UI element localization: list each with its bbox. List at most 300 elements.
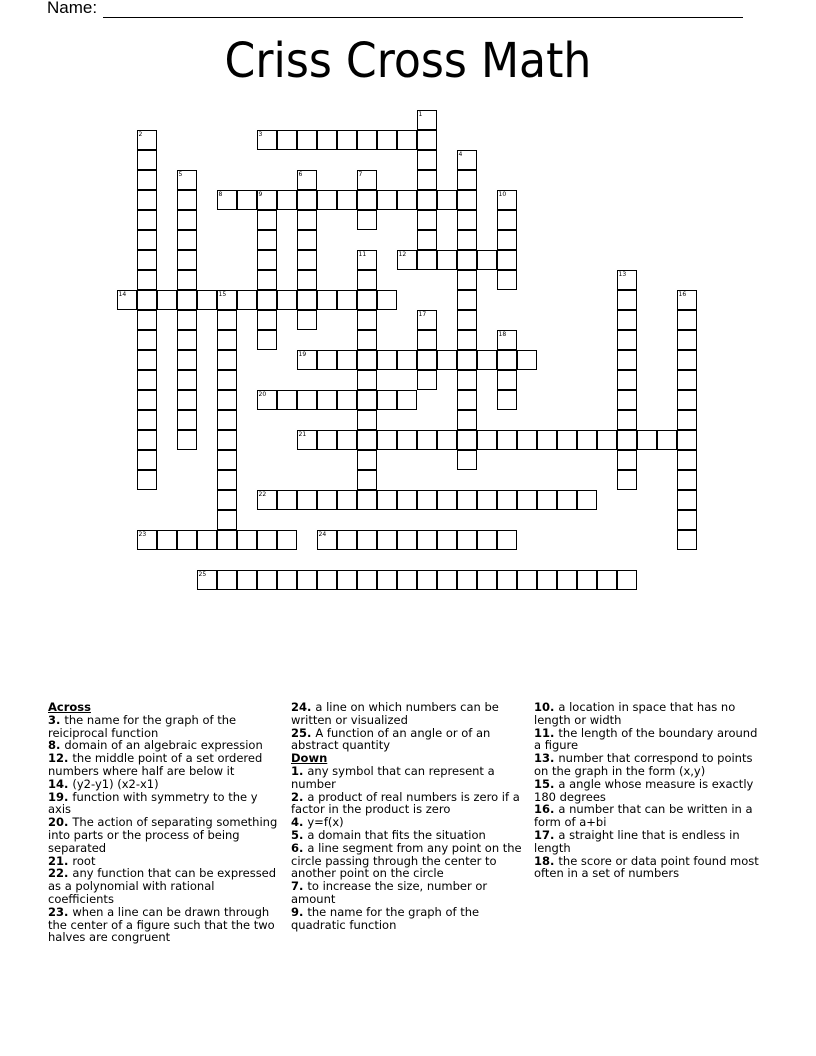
grid-cell[interactable] [457,330,477,350]
grid-cell[interactable] [277,570,297,590]
grid-cell[interactable] [357,410,377,430]
grid-cell[interactable] [677,310,697,330]
grid-cell[interactable] [617,310,637,330]
grid-cell[interactable] [217,430,237,450]
clue-number: 24. [291,700,316,714]
grid-cell[interactable] [377,350,397,370]
clue-number: 5. [291,827,308,842]
grid-cell[interactable] [677,430,697,450]
grid-cell[interactable] [677,350,697,370]
grid-cell[interactable] [177,270,197,290]
grid-cell[interactable] [477,490,497,510]
grid-cell[interactable] [617,470,637,490]
grid-cell[interactable] [137,250,157,270]
grid-cell[interactable] [257,270,277,290]
clue-number: 10. [534,700,559,714]
grid-cell[interactable] [357,130,377,150]
clue-text: A function of an angle or of an abstract quantity [291,725,491,753]
grid-cell[interactable] [317,430,337,450]
grid-cell[interactable] [677,330,697,350]
grid-cell[interactable] [217,450,237,470]
grid-cell[interactable] [477,350,497,370]
grid-cell[interactable] [157,290,177,310]
grid-cell[interactable] [217,510,237,530]
grid-cell[interactable] [357,430,377,450]
grid-cell[interactable] [417,530,437,550]
clue-number: 14 [118,290,127,298]
grid-cell[interactable] [217,350,237,370]
grid-cell[interactable] [317,490,337,510]
grid-cell[interactable] [457,170,477,190]
grid-cell[interactable] [457,390,477,410]
grid-cell[interactable] [577,570,597,590]
grid-cell[interactable] [217,310,237,330]
grid-cell[interactable] [277,530,297,550]
grid-cell[interactable] [317,130,337,150]
grid-cell[interactable] [497,350,517,370]
grid-cell[interactable] [497,390,517,410]
grid-cell[interactable] [417,150,437,170]
grid-cell[interactable] [257,190,277,210]
grid-cell[interactable] [217,290,237,310]
grid-cell[interactable] [177,210,197,230]
grid-cell[interactable] [417,370,437,390]
grid-cell[interactable] [397,250,417,270]
grid-cell[interactable] [377,130,397,150]
grid-cell[interactable] [497,490,517,510]
grid-cell[interactable] [217,390,237,410]
clue-text: the middle point of a set ordered numbers where half are below it [48,751,263,778]
grid-cell[interactable] [217,370,237,390]
grid-cell[interactable] [397,430,417,450]
grid-cell[interactable] [337,190,357,210]
grid-cell[interactable] [257,570,277,590]
grid-cell[interactable] [137,170,157,190]
grid-cell[interactable] [417,250,437,270]
grid-cell[interactable] [497,210,517,230]
grid-cell[interactable] [457,250,477,270]
clue-text: a angle whose measure is exactly 180 degrees [534,776,754,804]
clue-number: 21 [298,430,307,438]
clue-text: a number that can be written in a form of a+bi [534,802,753,830]
grid-cell[interactable] [517,350,537,370]
grid-cell[interactable] [617,390,637,410]
grid-cell[interactable] [457,310,477,330]
grid-cell[interactable] [317,390,337,410]
grid-cell[interactable] [137,150,157,170]
grid-cell[interactable] [257,390,277,410]
grid-cell[interactable] [357,170,377,190]
grid-cell[interactable] [417,430,437,450]
grid-cell[interactable] [177,390,197,410]
grid-cell[interactable] [437,350,457,370]
grid-cell[interactable] [297,570,317,590]
clue-number: 7. [291,879,308,894]
grid-cell[interactable] [177,430,197,450]
grid-cell[interactable] [137,410,157,430]
grid-cell[interactable] [137,370,157,390]
grid-cell[interactable] [437,570,457,590]
grid-cell[interactable] [477,530,497,550]
grid-cell[interactable] [197,530,217,550]
clue-number: 13 [618,270,627,278]
clue-number: 8. [48,738,65,753]
grid-cell[interactable] [337,130,357,150]
grid-cell[interactable] [297,130,317,150]
grid-cell[interactable] [417,570,437,590]
grid-cell[interactable] [457,370,477,390]
grid-cell[interactable] [217,330,237,350]
grid-cell[interactable] [457,410,477,430]
grid-cell[interactable] [357,330,377,350]
grid-cell[interactable] [357,270,377,290]
grid-cell[interactable] [577,430,597,450]
grid-cell[interactable] [417,310,437,330]
grid-cell[interactable] [537,430,557,450]
grid-cell[interactable] [397,350,417,370]
grid-cell[interactable] [597,430,617,450]
grid-cell[interactable] [177,530,197,550]
grid-cell[interactable] [177,190,197,210]
grid-cell[interactable] [297,350,317,370]
grid-cell[interactable] [217,490,237,510]
grid-cell[interactable] [137,130,157,150]
grid-cell[interactable] [357,370,377,390]
grid-cell[interactable] [617,410,637,430]
grid-cell[interactable] [377,290,397,310]
grid-cell[interactable] [137,390,157,410]
grid-cell[interactable] [397,570,417,590]
grid-cell[interactable] [217,530,237,550]
clue-number: 10 [498,190,507,198]
grid-cell[interactable] [477,430,497,450]
grid-cell[interactable] [457,150,477,170]
clue-number: 3 [258,130,263,138]
grid-cell[interactable] [297,430,317,450]
grid-cell[interactable] [517,430,537,450]
grid-cell[interactable] [357,250,377,270]
grid-cell[interactable] [377,430,397,450]
grid-cell[interactable] [177,250,197,270]
grid-cell[interactable] [177,370,197,390]
grid-cell[interactable] [437,490,457,510]
grid-cell[interactable] [337,530,357,550]
grid-cell[interactable] [277,490,297,510]
grid-cell[interactable] [257,530,277,550]
grid-cell[interactable] [177,350,197,370]
grid-cell[interactable] [557,490,577,510]
grid-cell[interactable] [317,190,337,210]
grid-cell[interactable] [537,490,557,510]
grid-cell[interactable] [677,290,697,310]
grid-cell[interactable] [397,390,417,410]
grid-cell[interactable] [457,490,477,510]
grid-cell[interactable] [137,330,157,350]
grid-cell[interactable] [177,290,197,310]
grid-cell[interactable] [257,230,277,250]
grid-cell[interactable] [677,390,697,410]
grid-cell[interactable] [457,290,477,310]
clue-number: 9 [258,190,263,198]
across-clue [291,701,523,727]
grid-cell[interactable] [417,330,437,350]
clue-number: 16. [534,802,559,817]
grid-cell[interactable] [237,290,257,310]
grid-cell[interactable] [677,490,697,510]
grid-cell[interactable] [417,230,437,250]
grid-cell[interactable] [477,250,497,270]
grid-cell[interactable] [297,310,317,330]
grid-cell[interactable] [317,290,337,310]
grid-cell[interactable] [497,230,517,250]
grid-cell[interactable] [517,490,537,510]
grid-cell[interactable] [457,430,477,450]
grid-cell[interactable] [677,370,697,390]
grid-cell[interactable] [277,390,297,410]
grid-cell[interactable] [297,170,317,190]
grid-cell[interactable] [237,190,257,210]
grid-cell[interactable] [357,290,377,310]
grid-cell[interactable] [497,330,517,350]
grid-cell[interactable] [457,450,477,470]
grid-cell[interactable] [417,110,437,130]
grid-cell[interactable] [357,530,377,550]
grid-cell[interactable] [417,350,437,370]
grid-cell[interactable] [297,190,317,210]
clue-number: 19. [48,789,73,804]
grid-cell[interactable] [257,310,277,330]
grid-cell[interactable] [357,210,377,230]
grid-cell[interactable] [357,350,377,370]
grid-cell[interactable] [297,290,317,310]
grid-cell[interactable] [257,490,277,510]
grid-cell[interactable] [177,310,197,330]
grid-cell[interactable] [617,290,637,310]
grid-cell[interactable] [417,210,437,230]
grid-cell[interactable] [197,570,217,590]
grid-cell[interactable] [237,570,257,590]
grid-cell[interactable] [217,190,237,210]
grid-cell[interactable] [397,530,417,550]
grid-cell[interactable] [177,410,197,430]
clue-number: 22 [258,490,267,498]
clue-number: 6. [291,840,308,855]
grid-cell[interactable] [257,250,277,270]
grid-cell[interactable] [677,410,697,430]
grid-cell[interactable] [377,570,397,590]
grid-cell[interactable] [677,510,697,530]
across-clue [48,714,280,740]
grid-cell[interactable] [257,290,277,310]
grid-cell[interactable] [497,270,517,290]
clue-text: a product of real numbers is zero if a factor in the product is zero [291,789,520,817]
grid-cell[interactable] [297,250,317,270]
grid-cell[interactable] [617,330,637,350]
grid-cell[interactable] [337,290,357,310]
grid-cell[interactable] [637,430,657,450]
grid-cell[interactable] [277,290,297,310]
grid-cell[interactable] [317,350,337,370]
grid-cell[interactable] [357,570,377,590]
grid-cell[interactable] [337,430,357,450]
down-clue [291,791,523,817]
grid-cell[interactable] [317,570,337,590]
grid-cell[interactable] [337,570,357,590]
grid-cell[interactable] [177,230,197,250]
clue-text: to increase the size, number or amount [291,879,488,906]
clue-number: 2 [138,130,143,138]
grid-cell[interactable] [457,530,477,550]
grid-cell[interactable] [137,310,157,330]
clue-text: a line segment from any point on the circle passing through the center to another point on the circle [291,840,522,881]
clue-text: root [72,853,96,868]
grid-cell[interactable] [137,430,157,450]
grid-cell[interactable] [357,390,377,410]
grid-cell[interactable] [417,170,437,190]
grid-cell[interactable] [357,490,377,510]
grid-cell[interactable] [377,390,397,410]
grid-cell[interactable] [477,570,497,590]
grid-cell[interactable] [517,570,537,590]
grid-cell[interactable] [137,230,157,250]
clue-number: 3. [48,712,65,727]
grid-cell[interactable] [137,190,157,210]
grid-cell[interactable] [497,530,517,550]
grid-cell[interactable] [417,190,437,210]
grid-cell[interactable] [397,190,417,210]
grid-cell[interactable] [557,570,577,590]
grid-cell[interactable] [677,470,697,490]
grid-cell[interactable] [177,330,197,350]
grid-cell[interactable] [137,290,157,310]
grid-cell[interactable] [277,190,297,210]
clue-text: the name for the graph of the quadratic function [291,904,480,932]
page-title: Criss Cross Math [224,33,592,89]
grid-cell[interactable] [417,130,437,150]
grid-cell[interactable] [337,390,357,410]
grid-cell[interactable] [277,130,297,150]
grid-cell[interactable] [297,210,317,230]
grid-cell[interactable] [617,570,637,590]
grid-cell[interactable] [457,350,477,370]
clue-number: 12 [398,250,407,258]
grid-cell[interactable] [457,190,477,210]
grid-cell[interactable] [297,390,317,410]
across-clue [48,867,280,905]
grid-cell[interactable] [457,270,477,290]
grid-cell[interactable] [537,570,557,590]
grid-cell[interactable] [137,530,157,550]
clue-number: 25 [198,570,207,578]
grid-cell[interactable] [337,350,357,370]
grid-cell[interactable] [357,310,377,330]
grid-cell[interactable] [297,230,317,250]
grid-cell[interactable] [297,270,317,290]
grid-cell[interactable] [217,410,237,430]
clue-number: 20 [258,390,267,398]
grid-cell[interactable] [317,530,337,550]
grid-cell[interactable] [337,490,357,510]
grid-cell[interactable] [597,570,617,590]
across-heading: Across [48,700,91,714]
grid-cell[interactable] [137,470,157,490]
clue-text: The action of separating something into parts or the process of being separated [48,815,278,855]
clue-text: a location in space that has no length or width [534,700,736,727]
clue-number: 15. [534,776,559,791]
grid-cell[interactable] [417,490,437,510]
grid-cell[interactable] [137,210,157,230]
grid-cell[interactable] [457,570,477,590]
grid-cell[interactable] [117,290,137,310]
grid-cell[interactable] [677,530,697,550]
grid-cell[interactable] [377,530,397,550]
grid-cell[interactable] [677,450,697,470]
grid-cell[interactable] [617,350,637,370]
grid-cell[interactable] [617,270,637,290]
grid-cell[interactable] [437,250,457,270]
grid-cell[interactable] [497,190,517,210]
grid-cell[interactable] [137,350,157,370]
down-clue [534,803,766,829]
clue-number: 23 [138,530,147,538]
grid-cell[interactable] [217,570,237,590]
grid-cell[interactable] [617,370,637,390]
grid-cell[interactable] [437,430,457,450]
grid-cell[interactable] [457,210,477,230]
grid-cell[interactable] [357,470,377,490]
grid-cell[interactable] [137,450,157,470]
across-clue [48,816,280,854]
grid-cell[interactable] [497,430,517,450]
grid-cell[interactable] [257,330,277,350]
grid-cell[interactable] [577,490,597,510]
grid-cell[interactable] [237,530,257,550]
clues-column-1 [48,701,280,944]
grid-cell[interactable] [157,530,177,550]
grid-cell[interactable] [617,430,637,450]
grid-cell[interactable] [437,530,457,550]
grid-cell[interactable] [177,170,197,190]
grid-cell[interactable] [357,190,377,210]
grid-cell[interactable] [457,230,477,250]
down-clue [291,880,523,906]
grid-cell[interactable] [377,190,397,210]
clue-number: 24 [318,530,327,538]
clue-number: 16 [678,290,687,298]
grid-cell[interactable] [377,490,397,510]
grid-cell[interactable] [557,430,577,450]
grid-cell[interactable] [657,430,677,450]
grid-cell[interactable] [217,470,237,490]
grid-cell[interactable] [497,570,517,590]
grid-cell[interactable] [137,270,157,290]
grid-cell[interactable] [437,190,457,210]
grid-cell[interactable] [497,370,517,390]
clue-number: 18 [498,330,507,338]
clue-number: 21. [48,853,73,868]
across-clue [48,791,280,817]
grid-cell[interactable] [617,450,637,470]
grid-cell[interactable] [497,250,517,270]
clue-number: 17. [534,827,559,842]
grid-cell[interactable] [257,130,277,150]
grid-cell[interactable] [257,210,277,230]
grid-cell[interactable] [197,290,217,310]
grid-cell[interactable] [297,490,317,510]
grid-cell[interactable] [397,490,417,510]
grid-cell[interactable] [397,130,417,150]
grid-cell[interactable] [357,450,377,470]
